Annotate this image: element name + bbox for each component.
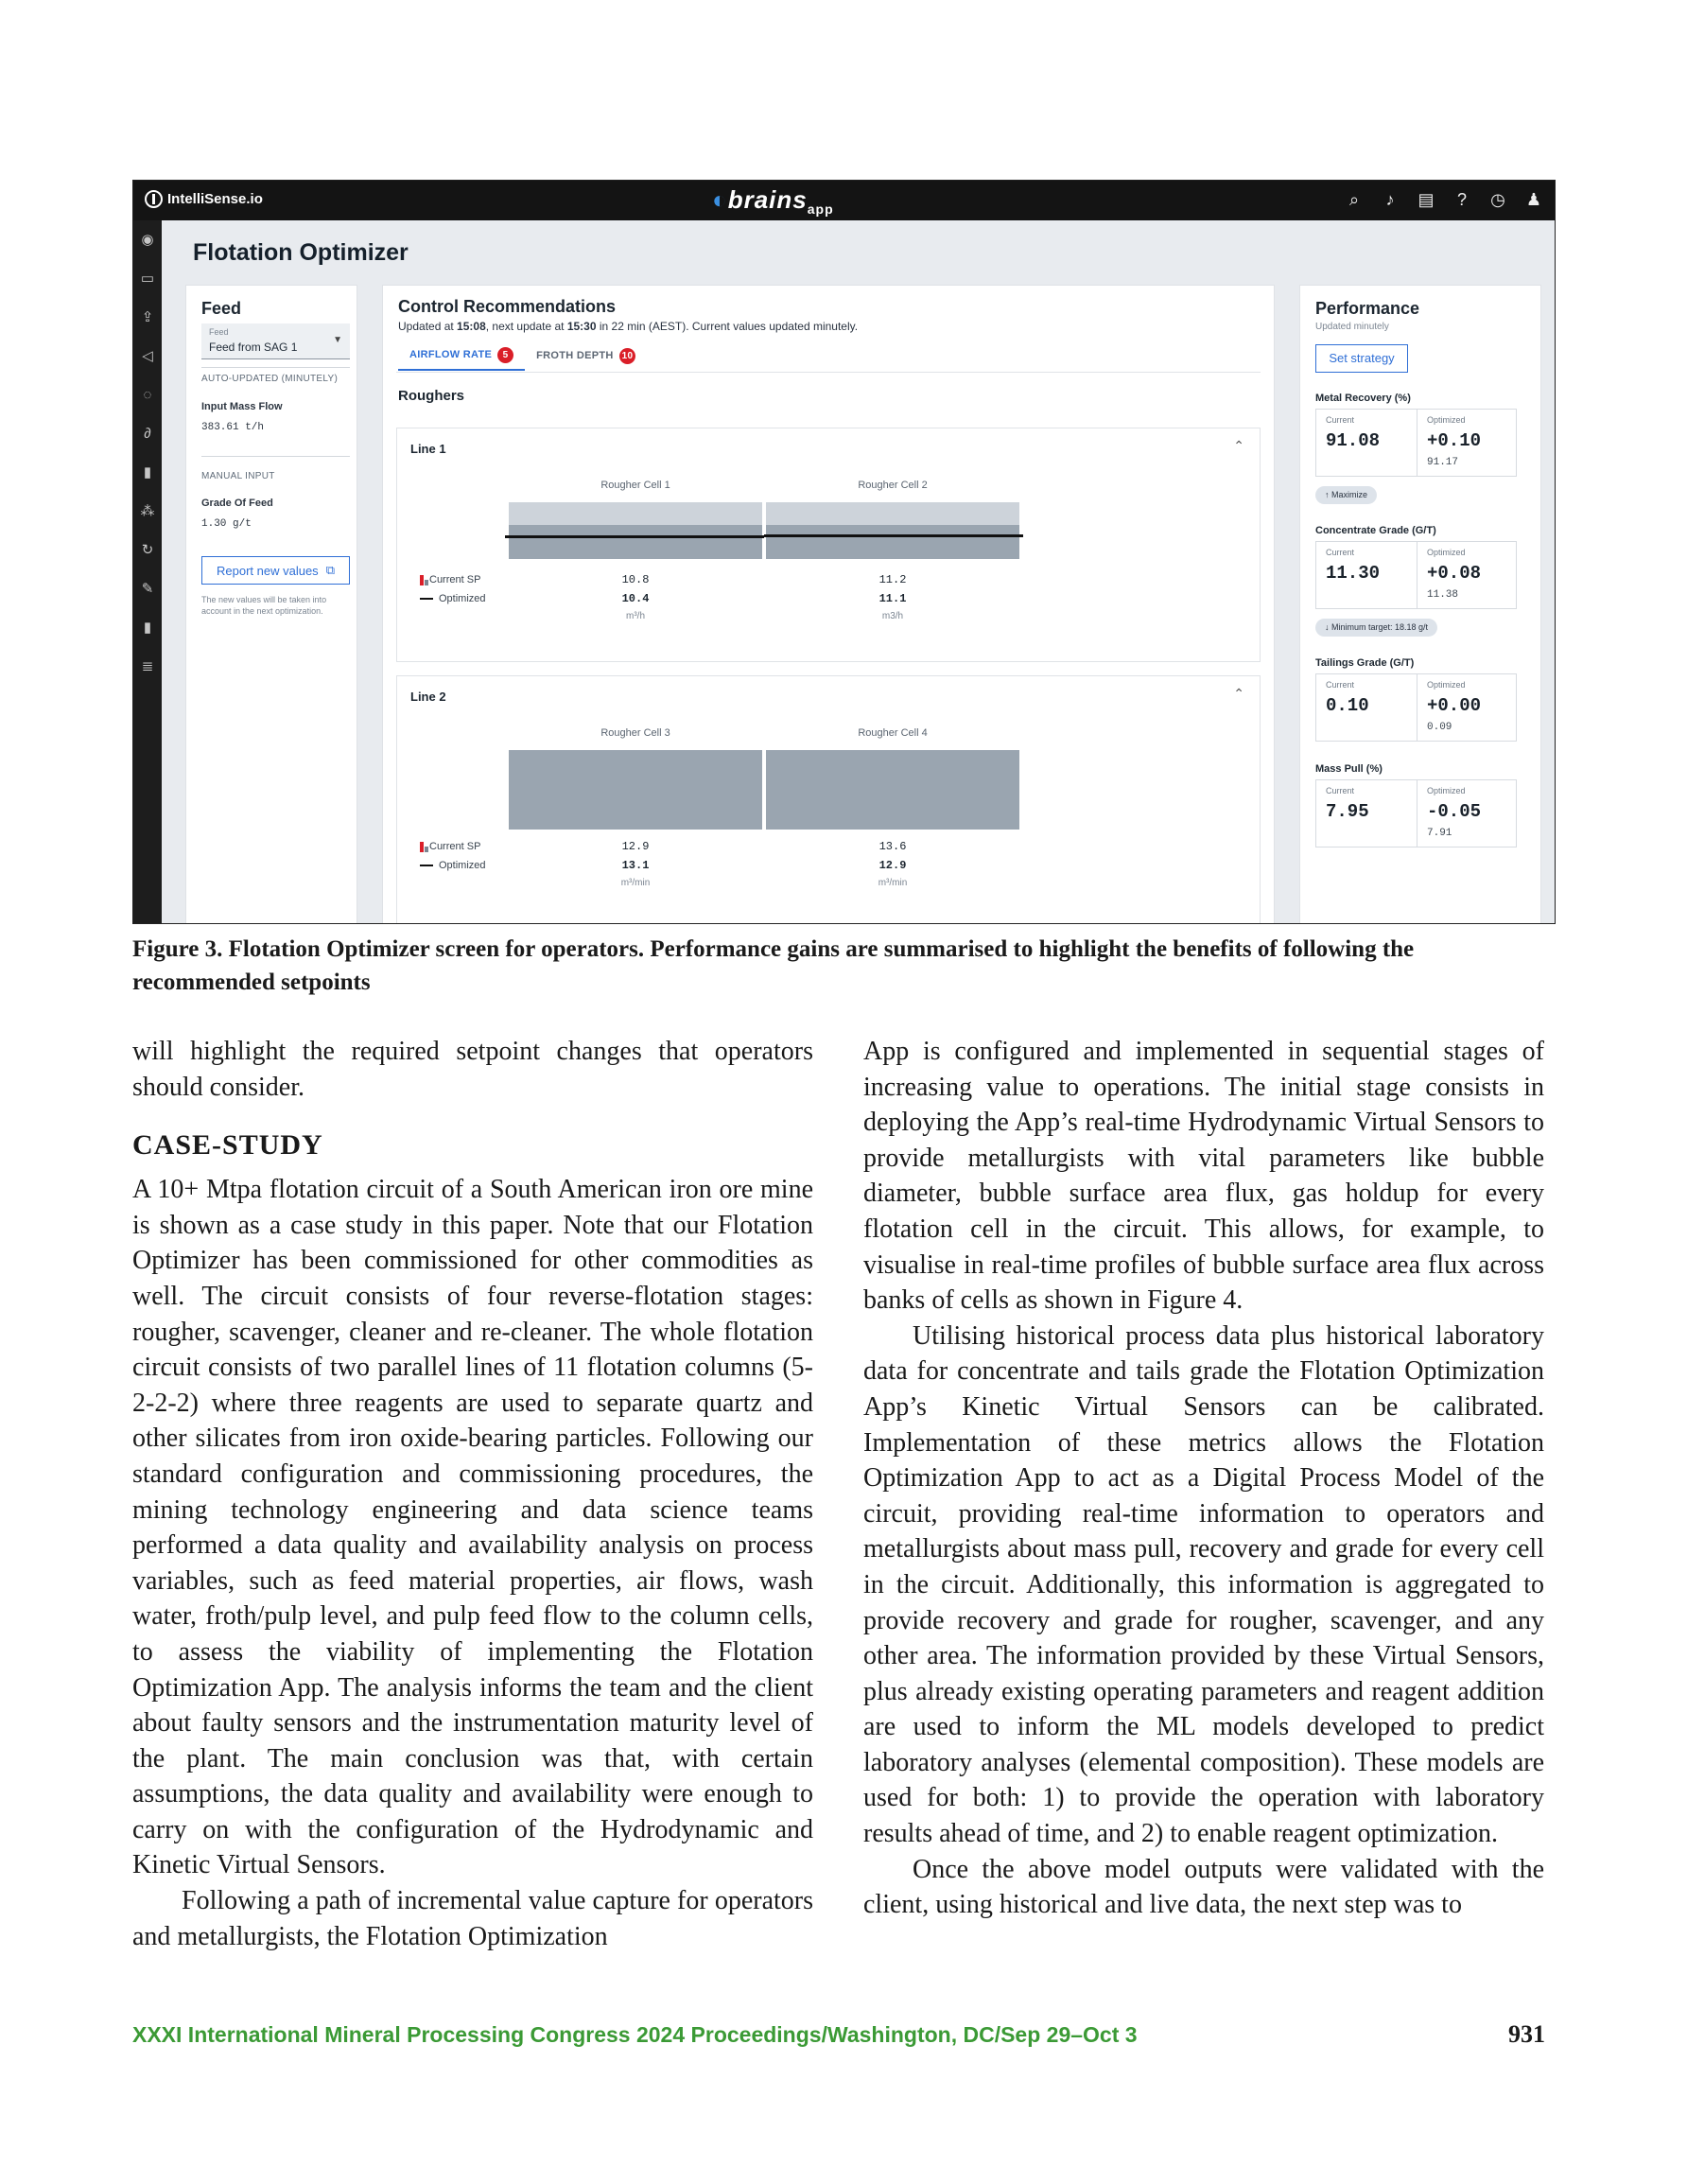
subtitle-post: in 22 min (AEST). Current values updated minutely. bbox=[596, 320, 859, 333]
metric-label: Metal Recovery (%) bbox=[1315, 393, 1411, 404]
count-badge: 5 bbox=[497, 347, 513, 363]
brains-app-logo: ◐brains$_{app}$ bbox=[712, 185, 834, 218]
report-button-label: Report new values bbox=[217, 563, 319, 578]
chevron-up-icon[interactable]: ⌃ bbox=[1233, 438, 1244, 453]
maximize-tag: ↑ Maximize bbox=[1315, 486, 1377, 504]
current-sp-swatch bbox=[420, 842, 424, 852]
paragraph: Utilising historical process data plus historical laboratory data for concentrate and tails grade the Flotation Optimization App’s Kinetic Virtual Sensors can be calibrated. Implementation of these metrics allows the Flotation Optimization App to act as a Digital Process Model of the circuit, providing real-time information to operators and metallurgists about mass pull, recovery and grade for every cell in the circuit. Additionally, this information is aggregated to provide recovery and grade for rougher, scavenger, and any other area. The information provided by these Virtual Sensors, plus already existing operating parameters and reagent addition are used to inform the ML models developed to predict laboratory analyses (elemental composition). These models are used for both: 1) to provide the operation with laboratory results ahead of time, and 2) to enable reagent optimization. bbox=[863, 1320, 1544, 1849]
mass-pull-card bbox=[1315, 779, 1517, 847]
current-sp-bar bbox=[509, 525, 762, 559]
optimized-cell bbox=[1417, 410, 1517, 476]
tab-froth-depth[interactable] bbox=[525, 341, 647, 371]
manual-input-label: MANUAL INPUT bbox=[201, 471, 275, 481]
line-title: Line 1 bbox=[410, 442, 446, 456]
optimized-label: Optimized bbox=[1427, 786, 1466, 795]
optimized-delta: +0.00 bbox=[1427, 695, 1482, 716]
current-sp-bar bbox=[766, 525, 1019, 559]
current-sp-legend bbox=[420, 574, 480, 585]
clipboard-icon[interactable]: ▮ bbox=[143, 464, 152, 480]
optimized-total: 7.91 bbox=[1427, 828, 1452, 839]
current-sp-value: 12.9 bbox=[621, 840, 650, 853]
current-sp-value: 13.6 bbox=[878, 840, 907, 853]
count-badge: 10 bbox=[619, 348, 636, 364]
feed-title: Feed bbox=[201, 299, 242, 318]
left-column bbox=[132, 1034, 813, 1954]
side-nav bbox=[133, 220, 162, 924]
control-recommendations-panel bbox=[382, 285, 1275, 924]
bell-icon[interactable]: ♪ bbox=[1385, 190, 1395, 209]
optimized-legend bbox=[420, 593, 486, 604]
current-label: Current bbox=[1326, 786, 1355, 795]
metric-label: Tailings Grade (G/T) bbox=[1315, 657, 1415, 669]
upload-icon[interactable]: ⇪ bbox=[141, 309, 154, 325]
running-footer: XXXI International Mineral Processing Congress 2024 Proceedings/Washington, DC/Sep 29–Oct 3 bbox=[132, 2022, 1138, 2047]
current-label: Current bbox=[1326, 415, 1355, 425]
refresh-icon[interactable]: ↻ bbox=[141, 542, 154, 558]
optimized-line bbox=[505, 535, 764, 538]
optimized-value: 12.9 bbox=[878, 859, 907, 872]
paragraph: will highlight the required setpoint changes that operators should consider. bbox=[132, 1037, 813, 1102]
cell-name: Rougher Cell 2 bbox=[858, 480, 928, 491]
paragraph: A 10+ Mtpa flotation circuit of a South American iron ore mine is shown as a case study in this paper. Note that our Flotation Optimizer has been commissioned for other commodities as well. The circuit consists of four reverse-flotation stages: rougher, scavenger, cleaner and re-cleaner. The whole flotation circuit consists of two parallel lines of 11 flotation columns (5-2-2-2) where three reagents are used to separate quartz and other silicates from iron oxide-bearing particles. Following our standard configuration and commissioning procedures, the mining technology engineering and data science teams performed a data quality and availability analysis on process variables, such as feed material properties, air flows, wash water, froth/pulp level, and pulp feed flow to the column cells, to assess the viability of implementing the Flotation Optimization App. The analysis informs the team and the client about faulty sensors and the instrumentation maturity level of the plant. The main conclusion was that, with certain assumptions, the data quality and availability were enough to carry on with the configuration of the Hydrodynamic and Kinetic Virtual Sensors. bbox=[132, 1175, 813, 1880]
metric-label: Concentrate Grade (G/T) bbox=[1315, 525, 1436, 536]
optimized-total: 11.38 bbox=[1427, 589, 1459, 601]
optimized-value: 11.1 bbox=[878, 592, 907, 605]
dashboard-icon[interactable]: ◉ bbox=[141, 232, 154, 248]
cell-name: Rougher Cell 3 bbox=[600, 727, 670, 739]
roughers-section-title: Roughers bbox=[398, 388, 465, 404]
history-icon[interactable]: ◷ bbox=[1490, 190, 1505, 209]
optimized-delta: -0.05 bbox=[1427, 801, 1482, 822]
feed-select-label: Feed bbox=[209, 327, 229, 337]
feed-select-value: Feed from SAG 1 bbox=[209, 341, 298, 354]
optimized-cell bbox=[1417, 542, 1517, 608]
brand-main: brains bbox=[727, 185, 808, 214]
line-1-card bbox=[396, 428, 1261, 662]
current-label: Current bbox=[1326, 548, 1355, 557]
current-sp-swatch bbox=[420, 575, 424, 585]
control-title: Control Recommendations bbox=[398, 297, 617, 316]
optimized-delta: +0.10 bbox=[1427, 430, 1482, 451]
report-new-values-button[interactable] bbox=[201, 556, 350, 585]
divider bbox=[201, 456, 350, 457]
legend-label: Current SP bbox=[429, 841, 481, 852]
optimized-delta: +0.08 bbox=[1427, 563, 1482, 584]
optimized-swatch bbox=[420, 598, 433, 600]
report-note: The new values will be taken into account in the next optimization. bbox=[201, 595, 327, 616]
gauge-icon[interactable]: ◌ bbox=[143, 387, 152, 403]
legend-label: Optimized bbox=[439, 860, 486, 871]
current-cell bbox=[1316, 410, 1417, 476]
paragraph: Once the above model outputs were validated with the client, using historical and live data, the next step was to bbox=[863, 1854, 1544, 1920]
section-heading: CASE-STUDY bbox=[132, 1129, 323, 1162]
paragraph: App is configured and implemented in sequential stages of increasing value to operations. The initial stage consists in deploying the App’s real-time Hydrodynamic Virtual Sensors to provide metallurgists with vital parameters like bubble diameter, bubble surface area flux, gas holdup for every flotation cell in the circuit. This allows, for example, to visualise in real-time profiles of bubble surface area flux across banks of cells as shown in Figure 4. bbox=[863, 1037, 1544, 1316]
tab-airflow-rate[interactable] bbox=[398, 341, 525, 371]
current-sp-bar bbox=[766, 750, 1019, 830]
next-update: 15:30 bbox=[566, 320, 597, 333]
chat-icon[interactable]: ▤ bbox=[1417, 190, 1435, 209]
line-2-card bbox=[396, 675, 1261, 924]
current-value: 11.30 bbox=[1326, 563, 1381, 584]
unit-label: m³/min bbox=[620, 878, 651, 888]
subtitle-mid: , next update at bbox=[485, 320, 567, 333]
figure-screenshot bbox=[132, 180, 1556, 924]
tabs bbox=[398, 341, 647, 371]
chevron-down-icon: ▼ bbox=[333, 335, 342, 345]
paragraph: Following a path of incremental value capture for operators and metallurgists, the Flotation Optimization bbox=[132, 1886, 813, 1951]
line-title: Line 2 bbox=[410, 690, 446, 704]
updated-at: 15:08 bbox=[457, 320, 486, 333]
figure-caption: Figure 3. Flotation Optimizer screen for operators. Performance gains are summarised to highlight the benefits of following the recommended setpoints bbox=[132, 936, 1415, 995]
wrench-icon[interactable]: ✎ bbox=[141, 581, 154, 597]
legend-label: Current SP bbox=[429, 574, 481, 585]
subtitle-pre: Updated at bbox=[398, 320, 458, 333]
auto-updated-label: AUTO-UPDATED (MINUTELY) bbox=[201, 374, 339, 384]
grade-of-feed-value: 1.30 g/t bbox=[201, 518, 252, 530]
search-icon[interactable]: ⌕ bbox=[1348, 190, 1360, 209]
page-number: 931 bbox=[1508, 2020, 1545, 2048]
performance-panel bbox=[1299, 285, 1541, 924]
optimized-value: 13.1 bbox=[621, 859, 650, 872]
logo-mark-icon bbox=[145, 190, 163, 208]
current-sp-value: 10.8 bbox=[621, 573, 650, 586]
grade-of-feed-label: Grade Of Feed bbox=[201, 498, 273, 509]
brand-sub: app bbox=[807, 201, 834, 218]
tab-label: FROTH DEPTH bbox=[536, 350, 614, 361]
set-strategy-button[interactable]: Set strategy bbox=[1315, 344, 1408, 373]
intellisense-logo[interactable] bbox=[145, 190, 263, 208]
tab-label: AIRFLOW RATE bbox=[409, 349, 493, 360]
optimized-label: Optimized bbox=[1427, 680, 1466, 690]
optimized-legend bbox=[420, 860, 486, 871]
optimized-cell bbox=[1417, 674, 1517, 741]
current-sp-value: 11.2 bbox=[878, 573, 907, 586]
legend-label: Optimized bbox=[439, 593, 486, 604]
metal-recovery-card bbox=[1315, 409, 1517, 477]
tailings-grade-card bbox=[1315, 673, 1517, 742]
divider bbox=[201, 367, 350, 368]
divider bbox=[396, 372, 1261, 373]
unit-label: m3/h bbox=[881, 611, 904, 621]
input-mass-flow-value: 383.61 t/h bbox=[201, 422, 265, 433]
optimized-line bbox=[764, 534, 1023, 537]
cell-name: Rougher Cell 1 bbox=[600, 480, 670, 491]
optimized-label: Optimized bbox=[1427, 548, 1466, 557]
user-icon[interactable]: ♟ bbox=[1525, 190, 1542, 209]
current-sp-legend bbox=[420, 841, 480, 852]
concentrate-grade-card bbox=[1315, 541, 1517, 609]
unit-label: m³/min bbox=[878, 878, 908, 888]
right-column bbox=[863, 1034, 1544, 1923]
page-title: Flotation Optimizer bbox=[193, 239, 409, 266]
performance-subtitle: Updated minutely bbox=[1315, 322, 1389, 332]
help-icon[interactable]: ? bbox=[1456, 190, 1467, 209]
feed-select[interactable] bbox=[201, 323, 350, 359]
optimized-swatch bbox=[420, 865, 433, 866]
current-label: Current bbox=[1326, 680, 1355, 690]
optimized-value: 10.4 bbox=[621, 592, 650, 605]
hierarchy-icon[interactable]: ⁂ bbox=[140, 503, 155, 519]
current-value: 7.95 bbox=[1326, 801, 1369, 822]
current-value: 0.10 bbox=[1326, 695, 1369, 716]
top-bar bbox=[133, 181, 1555, 220]
input-mass-flow-label: Input Mass Flow bbox=[201, 401, 283, 412]
logo-text: IntelliSense.io bbox=[167, 191, 263, 207]
screen-icon[interactable]: ▭ bbox=[140, 271, 155, 287]
current-cell bbox=[1316, 780, 1417, 847]
optimized-total: 0.09 bbox=[1427, 722, 1452, 733]
performance-title: Performance bbox=[1315, 299, 1420, 318]
control-subtitle bbox=[398, 320, 858, 333]
optimized-label: Optimized bbox=[1427, 415, 1466, 425]
report-icon[interactable]: ▮ bbox=[143, 620, 152, 636]
minimum-target-tag: ↓ Minimum target: 18.18 g/t bbox=[1315, 619, 1437, 637]
unit-label: m³/h bbox=[626, 611, 645, 621]
feed-panel bbox=[185, 285, 357, 924]
optimized-total: 91.17 bbox=[1427, 457, 1459, 468]
attachment-icon[interactable]: ∂ bbox=[144, 426, 151, 442]
current-cell bbox=[1316, 542, 1417, 608]
cell-name: Rougher Cell 4 bbox=[858, 727, 928, 739]
signal-icon[interactable]: ◁ bbox=[142, 348, 153, 364]
database-icon[interactable]: ≣ bbox=[141, 658, 154, 674]
chevron-up-icon[interactable]: ⌃ bbox=[1233, 686, 1244, 701]
metric-label: Mass Pull (%) bbox=[1315, 763, 1383, 775]
optimized-cell bbox=[1417, 780, 1517, 847]
external-link-icon: ⧉ bbox=[325, 563, 335, 577]
current-cell bbox=[1316, 674, 1417, 741]
current-sp-bar bbox=[509, 750, 762, 830]
current-value: 91.08 bbox=[1326, 430, 1381, 451]
